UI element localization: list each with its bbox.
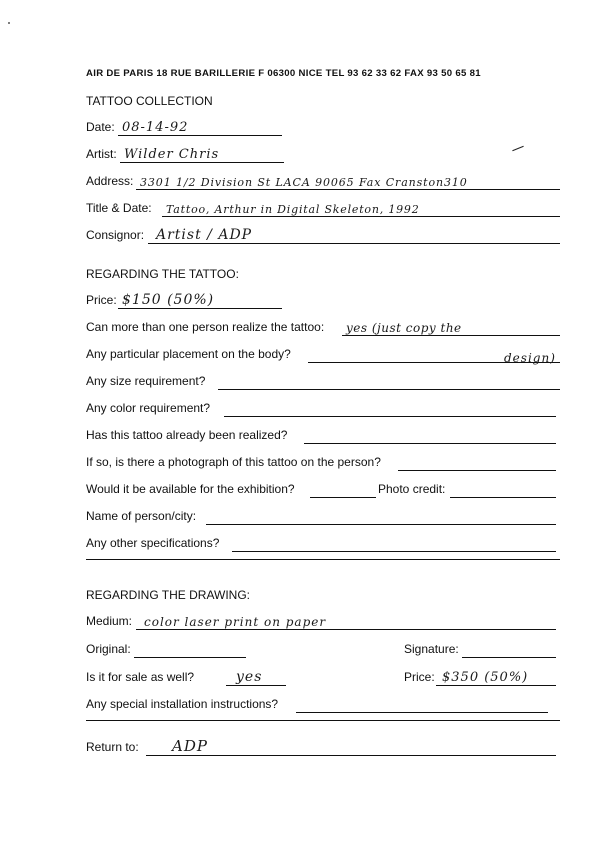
consignor-label: Consignor: xyxy=(86,228,145,242)
artist-value[interactable]: Wilder Chris xyxy=(124,147,220,162)
original-row xyxy=(86,640,560,658)
size-label: Any size requirement? xyxy=(86,374,206,388)
return-to-line xyxy=(146,755,556,756)
address-row xyxy=(86,172,580,190)
date-label: Date: xyxy=(86,120,115,134)
original-label: Original: xyxy=(86,642,131,656)
artist-line xyxy=(120,162,284,163)
medium-label: Medium: xyxy=(86,614,133,628)
medium-row xyxy=(86,612,560,630)
exhibition-label: Would it be available for the exhibition? xyxy=(86,482,295,496)
photograph-line xyxy=(398,470,556,471)
title-date-value[interactable]: Tattoo, Arthur in Digital Skeleton, 1992 xyxy=(166,203,420,216)
color-label: Any color requirement? xyxy=(86,401,211,415)
tattoo-price-line xyxy=(118,308,282,309)
installation-line xyxy=(296,712,548,713)
tattoo-price-value[interactable]: $150 (50%) xyxy=(122,292,215,308)
more-than-one-row xyxy=(86,318,586,336)
installation-label: Any special installation instructions? xyxy=(86,697,279,711)
return-to-label: Return to: xyxy=(86,740,139,754)
address-label: Address: xyxy=(86,174,134,188)
placement-row xyxy=(86,345,586,363)
realized-label: Has this tattoo already been realized? xyxy=(86,428,288,442)
more-than-one-label: Can more than one person realize the tattoo: xyxy=(86,320,325,334)
more-than-one-line xyxy=(342,335,560,336)
tattoo-price-label: Price: xyxy=(86,293,117,307)
photograph-label: If so, is there a photograph of this tattoo on the person? xyxy=(86,455,381,469)
drawing-section-heading: REGARDING THE DRAWING: xyxy=(86,588,251,602)
for-sale-label: Is it for sale as well? xyxy=(86,670,195,684)
placement-label: Any particular placement on the body? xyxy=(86,347,291,361)
photograph-row xyxy=(86,453,560,471)
for-sale-row xyxy=(86,668,586,686)
tattoo-section-heading: REGARDING THE TATTOO: xyxy=(86,267,239,281)
installation-row xyxy=(86,695,560,713)
consignor-row xyxy=(86,226,560,244)
size-row xyxy=(86,372,560,390)
title-date-line xyxy=(162,216,560,217)
exhibition-line xyxy=(310,497,376,498)
realized-line xyxy=(304,443,556,444)
margin-dot xyxy=(8,22,10,24)
exhibition-row xyxy=(86,480,560,498)
realized-row xyxy=(86,426,560,444)
gallery-header: AIR DE PARIS 18 RUE BARILLERIE F 06300 NICE TEL 93 62 33 62 FAX 93 50 65 81 xyxy=(86,68,481,79)
person-city-row xyxy=(86,507,560,525)
for-sale-line xyxy=(226,685,286,686)
person-city-label: Name of person/city: xyxy=(86,509,197,523)
drawing-price-value[interactable]: $350 (50%) xyxy=(442,670,529,685)
consignor-value[interactable]: Artist / ADP xyxy=(156,227,253,243)
date-row xyxy=(86,118,286,136)
medium-line xyxy=(136,629,556,630)
address-value[interactable]: 3301 1/2 Division St LACA 90065 Fax Cranston310 xyxy=(140,176,468,189)
for-sale-value[interactable]: yes xyxy=(236,669,263,685)
photo-credit-label: Photo credit: xyxy=(378,482,446,496)
size-line xyxy=(218,389,560,390)
form-title: TATTOO COLLECTION xyxy=(86,94,213,108)
return-to-value[interactable]: ADP xyxy=(172,737,208,755)
pen-mark xyxy=(512,146,524,151)
other-specs-label: Any other specifications? xyxy=(86,536,220,550)
installation-extra-line xyxy=(86,720,560,721)
color-line xyxy=(224,416,556,417)
person-city-line xyxy=(206,524,556,525)
other-specs-extra-line xyxy=(86,559,560,560)
artist-row xyxy=(86,145,286,163)
photo-credit-line xyxy=(450,497,556,498)
title-date-row xyxy=(86,199,560,217)
color-row xyxy=(86,399,560,417)
drawing-price-line xyxy=(436,685,556,686)
return-to-row xyxy=(86,738,560,756)
more-than-one-value[interactable]: yes (just copy the xyxy=(346,321,462,335)
title-date-label: Title & Date: xyxy=(86,201,152,215)
other-specs-line xyxy=(232,551,556,552)
artist-label: Artist: xyxy=(86,147,117,161)
consignor-line xyxy=(148,243,560,244)
other-specs-row xyxy=(86,534,560,552)
tattoo-price-row xyxy=(86,291,286,309)
placement-value[interactable]: design) xyxy=(504,351,556,365)
original-line xyxy=(134,657,246,658)
date-line xyxy=(118,135,282,136)
signature-line xyxy=(462,657,556,658)
signature-label: Signature: xyxy=(404,642,459,656)
medium-value[interactable]: color laser print on paper xyxy=(144,615,327,629)
drawing-price-label: Price: xyxy=(404,670,435,684)
date-value[interactable]: 08-14-92 xyxy=(122,120,189,135)
address-line xyxy=(136,189,560,190)
